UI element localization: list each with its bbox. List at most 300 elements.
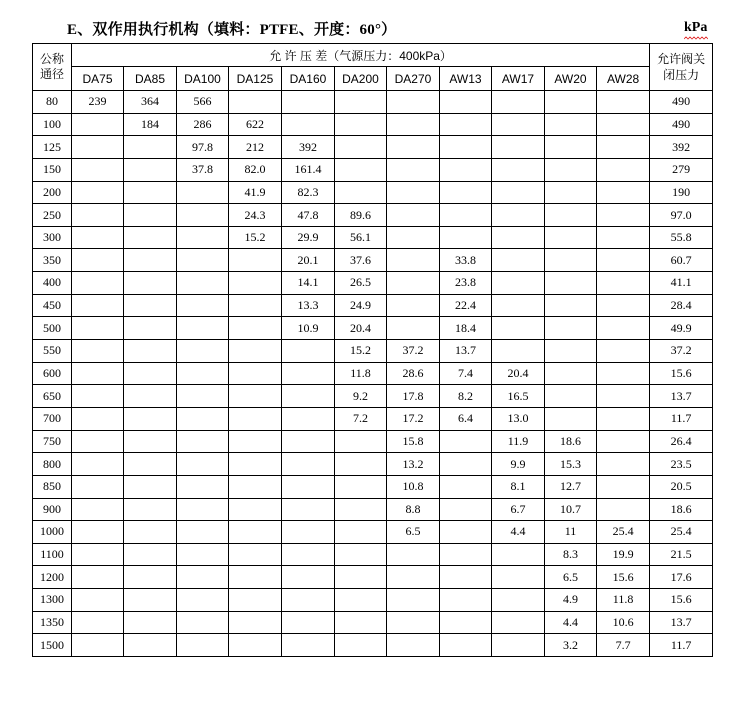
value-cell [597,498,650,521]
value-cell [72,226,124,249]
value-cell [177,407,229,430]
value-cell: 16.5 [492,385,545,408]
value-cell [492,272,545,295]
value-cell [545,158,597,181]
close-pressure-cell: 97.0 [650,204,713,227]
value-cell: 8.8 [387,498,440,521]
value-cell [229,272,282,295]
model-header-row [33,67,713,91]
value-cell [597,272,650,295]
close-header-line2: 闭压力 [663,68,700,82]
value-cell [440,453,492,476]
value-cell [597,453,650,476]
value-cell: 17.8 [387,385,440,408]
value-cell [492,158,545,181]
model-header-cell: AW13 [440,67,492,91]
value-cell [72,272,124,295]
dn-cell: 700 [33,407,72,430]
value-cell: 11.8 [597,589,650,612]
dn-cell: 500 [33,317,72,340]
value-cell: 9.2 [335,385,387,408]
table-row [33,475,713,498]
value-cell [282,498,335,521]
close-pressure-cell: 55.8 [650,226,713,249]
close-pressure-cell: 15.6 [650,589,713,612]
value-cell: 6.7 [492,498,545,521]
value-cell [229,91,282,114]
value-cell [124,226,177,249]
table-row [33,91,713,114]
value-cell [177,566,229,589]
dn-cell: 125 [33,136,72,159]
value-cell: 18.4 [440,317,492,340]
value-cell [492,91,545,114]
value-cell [229,453,282,476]
value-cell [440,204,492,227]
value-cell [177,589,229,612]
value-cell [597,136,650,159]
value-cell: 37.6 [335,249,387,272]
value-cell [124,317,177,340]
value-cell [335,453,387,476]
value-cell [335,136,387,159]
value-cell [282,340,335,363]
value-cell [229,317,282,340]
value-cell [545,136,597,159]
value-cell [72,543,124,566]
value-cell: 15.3 [545,453,597,476]
dn-cell: 600 [33,362,72,385]
value-cell [440,226,492,249]
value-cell [545,317,597,340]
dn-cell: 80 [33,91,72,114]
close-pressure-header [650,44,713,91]
value-cell: 10.6 [597,611,650,634]
value-cell [335,113,387,136]
value-cell [335,611,387,634]
table-row [33,498,713,521]
value-cell: 7.2 [335,407,387,430]
value-cell [387,272,440,295]
value-cell: 29.9 [282,226,335,249]
value-cell [440,566,492,589]
dn-cell: 400 [33,272,72,295]
value-cell: 4.4 [492,521,545,544]
value-cell: 11 [545,521,597,544]
value-cell [229,294,282,317]
value-cell [282,113,335,136]
value-cell: 89.6 [335,204,387,227]
value-cell [177,430,229,453]
value-cell [282,543,335,566]
value-cell [545,362,597,385]
dn-cell: 550 [33,340,72,363]
value-cell [597,362,650,385]
value-cell: 6.5 [387,521,440,544]
value-cell [177,340,229,363]
value-cell: 13.2 [387,453,440,476]
value-cell: 8.2 [440,385,492,408]
value-cell [545,385,597,408]
unit-text: kPa [684,20,708,35]
close-pressure-cell: 279 [650,158,713,181]
value-cell: 24.9 [335,294,387,317]
dn-cell: 850 [33,475,72,498]
value-cell [387,204,440,227]
value-cell [177,611,229,634]
value-cell [177,385,229,408]
value-cell [597,204,650,227]
close-pressure-cell: 392 [650,136,713,159]
table-row [33,453,713,476]
value-cell [387,226,440,249]
value-cell [597,226,650,249]
value-cell [440,589,492,612]
value-cell: 97.8 [177,136,229,159]
value-cell [335,475,387,498]
table-row [33,385,713,408]
value-cell [72,611,124,634]
value-cell [124,453,177,476]
table-row [33,566,713,589]
value-cell [282,566,335,589]
value-cell [229,521,282,544]
value-cell [229,430,282,453]
value-cell [72,362,124,385]
value-cell: 20.1 [282,249,335,272]
spellcheck-underline-icon [684,36,708,40]
value-cell: 10.7 [545,498,597,521]
value-cell [72,249,124,272]
value-cell [335,498,387,521]
table-row [33,430,713,453]
value-cell: 8.1 [492,475,545,498]
value-cell [545,249,597,272]
value-cell [492,136,545,159]
value-cell [124,589,177,612]
value-cell [72,113,124,136]
table-row [33,181,713,204]
value-cell [72,385,124,408]
table-row [33,340,713,363]
value-cell [72,634,124,657]
value-cell [282,611,335,634]
value-cell: 6.4 [440,407,492,430]
value-cell [492,317,545,340]
close-pressure-cell: 490 [650,91,713,114]
value-cell [545,91,597,114]
table-row [33,407,713,430]
value-cell [545,340,597,363]
value-cell [229,407,282,430]
close-pressure-cell: 11.7 [650,407,713,430]
value-cell [597,475,650,498]
value-cell [124,385,177,408]
value-cell: 566 [177,91,229,114]
value-cell [440,91,492,114]
value-cell [387,113,440,136]
dn-cell: 250 [33,204,72,227]
value-cell [72,181,124,204]
value-cell: 15.2 [229,226,282,249]
value-cell [335,91,387,114]
table-row [33,294,713,317]
value-cell [440,181,492,204]
table-row [33,158,713,181]
value-cell: 24.3 [229,204,282,227]
close-pressure-cell: 11.7 [650,634,713,657]
table-row [33,362,713,385]
value-cell: 23.8 [440,272,492,295]
pressure-table [32,43,713,657]
value-cell [229,566,282,589]
model-header-cell: DA270 [387,67,440,91]
value-cell [387,249,440,272]
value-cell [229,589,282,612]
value-cell [492,181,545,204]
value-cell [335,589,387,612]
value-cell [597,407,650,430]
group-header: 允 许 压 差（气源压力：400kPa） [72,44,650,67]
value-cell [440,634,492,657]
value-cell [440,498,492,521]
value-cell [492,566,545,589]
dn-cell: 750 [33,430,72,453]
value-cell [440,521,492,544]
value-cell: 11.8 [335,362,387,385]
value-cell: 22.4 [440,294,492,317]
value-cell [124,407,177,430]
table-body [33,91,713,657]
value-cell [335,634,387,657]
value-cell: 19.9 [597,543,650,566]
value-cell: 184 [124,113,177,136]
value-cell [72,317,124,340]
value-cell [282,362,335,385]
value-cell [492,204,545,227]
close-pressure-cell: 49.9 [650,317,713,340]
value-cell [387,566,440,589]
value-cell [545,204,597,227]
value-cell [124,294,177,317]
value-cell [597,249,650,272]
value-cell [597,113,650,136]
value-cell: 47.8 [282,204,335,227]
table-row [33,204,713,227]
value-cell [492,113,545,136]
dn-cell: 1500 [33,634,72,657]
value-cell [177,294,229,317]
value-cell: 15.8 [387,430,440,453]
value-cell [440,475,492,498]
value-cell [545,181,597,204]
value-cell [124,362,177,385]
value-cell: 11.9 [492,430,545,453]
value-cell: 10.8 [387,475,440,498]
value-cell: 41.9 [229,181,282,204]
value-cell [72,340,124,363]
value-cell [229,249,282,272]
close-pressure-cell: 25.4 [650,521,713,544]
value-cell: 239 [72,91,124,114]
value-cell [282,475,335,498]
value-cell [597,385,650,408]
value-cell [282,91,335,114]
table-row [33,136,713,159]
value-cell [124,634,177,657]
value-cell [124,158,177,181]
dn-cell: 1200 [33,566,72,589]
table-row [33,272,713,295]
value-cell [72,294,124,317]
dn-cell: 100 [33,113,72,136]
value-cell [177,204,229,227]
dn-cell: 300 [33,226,72,249]
value-cell: 10.9 [282,317,335,340]
model-header-cell: AW28 [597,67,650,91]
value-cell [387,136,440,159]
dn-cell: 200 [33,181,72,204]
value-cell [387,181,440,204]
value-cell [387,158,440,181]
dn-cell: 1300 [33,589,72,612]
value-cell: 7.4 [440,362,492,385]
value-cell: 26.5 [335,272,387,295]
close-pressure-cell: 490 [650,113,713,136]
value-cell [597,430,650,453]
value-cell [177,181,229,204]
value-cell [282,634,335,657]
model-header-cell: AW20 [545,67,597,91]
close-pressure-cell: 190 [650,181,713,204]
value-cell [335,543,387,566]
table-row [33,249,713,272]
value-cell [72,407,124,430]
dn-header-line1: 公称 [39,52,64,66]
value-cell: 392 [282,136,335,159]
value-cell [440,430,492,453]
dn-header-line2: 通径 [39,67,64,81]
value-cell: 161.4 [282,158,335,181]
value-cell [124,521,177,544]
value-cell: 7.7 [597,634,650,657]
table-row [33,113,713,136]
dn-cell: 350 [33,249,72,272]
value-cell [597,340,650,363]
value-cell [72,430,124,453]
value-cell: 286 [177,113,229,136]
value-cell: 20.4 [492,362,545,385]
value-cell: 3.2 [545,634,597,657]
value-cell [229,543,282,566]
unit-label [684,20,707,36]
value-cell [597,181,650,204]
value-cell: 13.7 [440,340,492,363]
close-pressure-cell: 28.4 [650,294,713,317]
close-pressure-cell: 13.7 [650,385,713,408]
value-cell [282,407,335,430]
value-cell [335,430,387,453]
value-cell [124,181,177,204]
value-cell [597,294,650,317]
value-cell: 13.3 [282,294,335,317]
value-cell [282,453,335,476]
dn-cell: 450 [33,294,72,317]
value-cell [124,498,177,521]
value-cell [597,317,650,340]
value-cell [124,249,177,272]
value-cell [492,589,545,612]
value-cell [177,362,229,385]
value-cell [177,226,229,249]
value-cell [177,475,229,498]
value-cell [72,566,124,589]
value-cell [387,611,440,634]
model-header-cell: AW17 [492,67,545,91]
value-cell [72,475,124,498]
value-cell: 14.1 [282,272,335,295]
value-cell: 12.7 [545,475,597,498]
close-pressure-cell: 26.4 [650,430,713,453]
value-cell [545,407,597,430]
value-cell: 56.1 [335,226,387,249]
value-cell [177,453,229,476]
value-cell [440,136,492,159]
value-cell: 20.4 [335,317,387,340]
table-row [33,611,713,634]
value-cell: 33.8 [440,249,492,272]
value-cell: 212 [229,136,282,159]
value-cell [124,340,177,363]
value-cell [124,430,177,453]
dn-header [33,44,72,91]
value-cell [229,498,282,521]
close-pressure-cell: 41.1 [650,272,713,295]
model-header-cell: DA100 [177,67,229,91]
value-cell [72,158,124,181]
value-cell [124,566,177,589]
value-cell [492,634,545,657]
value-cell [387,634,440,657]
dn-cell: 900 [33,498,72,521]
value-cell [387,294,440,317]
dn-cell: 1350 [33,611,72,634]
value-cell [492,226,545,249]
value-cell: 25.4 [597,521,650,544]
model-header-cell: DA160 [282,67,335,91]
value-cell: 8.3 [545,543,597,566]
value-cell [124,475,177,498]
value-cell: 82.3 [282,181,335,204]
close-pressure-cell: 20.5 [650,475,713,498]
value-cell [229,340,282,363]
model-header-cell: DA85 [124,67,177,91]
value-cell: 4.4 [545,611,597,634]
value-cell [492,249,545,272]
table-row [33,226,713,249]
close-pressure-cell: 37.2 [650,340,713,363]
value-cell [72,498,124,521]
value-cell [124,543,177,566]
value-cell [545,113,597,136]
value-cell [492,543,545,566]
value-cell [335,566,387,589]
value-cell [387,589,440,612]
close-pressure-cell: 17.6 [650,566,713,589]
table-row [33,317,713,340]
close-pressure-cell: 13.7 [650,611,713,634]
close-pressure-cell: 60.7 [650,249,713,272]
